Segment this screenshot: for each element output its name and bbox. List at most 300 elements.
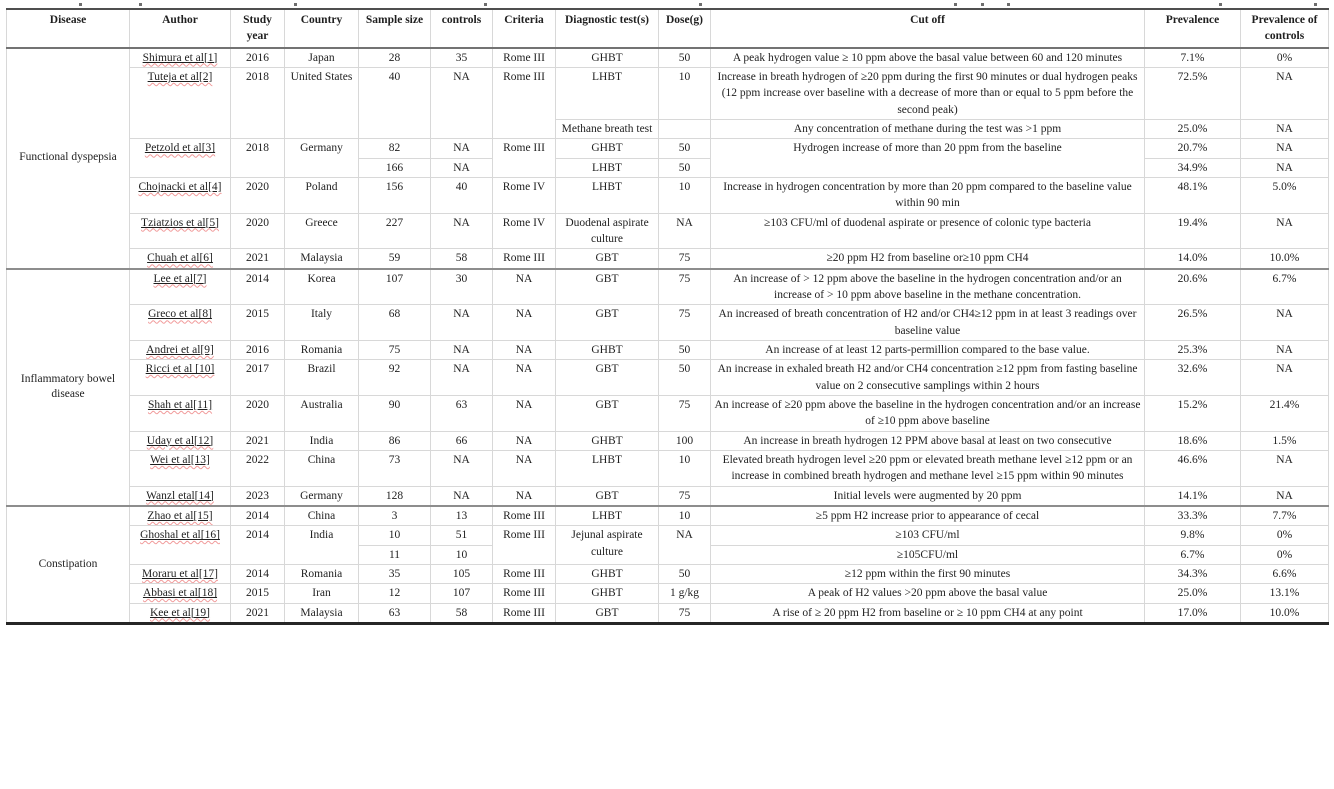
prevalence_of_controls-cell: 6.7% <box>1241 269 1329 305</box>
prevalence_of_controls-cell: 0% <box>1241 48 1329 68</box>
header-controls: controls <box>431 9 493 48</box>
author-cell <box>130 305 231 341</box>
dose_g-cell: 10 <box>659 67 711 119</box>
author-citation-link[interactable] <box>147 510 212 522</box>
diagnostic_tests-cell: GBT <box>556 360 659 396</box>
author-citation-link[interactable] <box>146 344 214 356</box>
study_year-cell: 2018 <box>231 139 285 178</box>
diagnostic_tests-cell: GBT <box>556 249 659 269</box>
controls-cell: 58 <box>431 249 493 269</box>
header-sample_size: Sample size <box>359 9 431 48</box>
criteria-cell: Rome III <box>493 48 556 68</box>
author-cell <box>130 603 231 623</box>
criteria-cell: NA <box>493 305 556 341</box>
country-cell: Greece <box>285 213 359 249</box>
prevalence_of_controls-cell: 6.6% <box>1241 564 1329 583</box>
study-row <box>7 249 1329 269</box>
author-citation-link[interactable] <box>145 142 215 154</box>
cut_off-cell: Hydrogen increase of more than 20 ppm from the baseline <box>711 139 1145 178</box>
author-cell <box>130 269 231 305</box>
dose_g-cell: 1 g/kg <box>659 584 711 603</box>
diagnostic_tests-cell: GBT <box>556 603 659 623</box>
criteria-cell: NA <box>493 269 556 305</box>
cut_off-cell: ≥5 ppm H2 increase prior to appearance of cecal <box>711 506 1145 526</box>
prevalence_of_controls-cell: 0% <box>1241 545 1329 564</box>
author-citation-link[interactable] <box>148 308 212 320</box>
sample_size-cell: 82 <box>359 139 431 158</box>
prevalence-cell: 7.1% <box>1145 48 1241 68</box>
criteria-cell: NA <box>493 486 556 506</box>
prevalence_of_controls-cell: 7.7% <box>1241 506 1329 526</box>
sample_size-cell: 35 <box>359 564 431 583</box>
diagnostic_tests-cell: GHBT <box>556 340 659 359</box>
author-citation-link[interactable] <box>148 71 213 83</box>
sample_size-cell: 63 <box>359 603 431 623</box>
sample_size-cell: 156 <box>359 177 431 213</box>
diagnostic_tests-cell: Methane breath test <box>556 119 659 138</box>
country-cell: Malaysia <box>285 603 359 623</box>
diagnostic_tests-cell: Jejunal aspirate culture <box>556 526 659 565</box>
prevalence-cell: 18.6% <box>1145 431 1241 450</box>
header-diagnostic_tests: Diagnostic test(s) <box>556 9 659 48</box>
sample_size-cell: 40 <box>359 67 431 138</box>
header-row <box>7 9 1329 48</box>
diagnostic_tests-cell: GBT <box>556 305 659 341</box>
prevalence-cell: 33.3% <box>1145 506 1241 526</box>
dose_g-cell: 10 <box>659 450 711 486</box>
prevalence_of_controls-cell: NA <box>1241 450 1329 486</box>
criteria-cell: NA <box>493 431 556 450</box>
dose_g-cell: 75 <box>659 395 711 431</box>
author-text: Chojnacki et al[4] <box>138 180 222 193</box>
controls-cell: 30 <box>431 269 493 305</box>
dose_g-cell: 75 <box>659 486 711 506</box>
sample_size-cell: 28 <box>359 48 431 68</box>
country-cell: Poland <box>285 177 359 213</box>
controls-cell: 51 <box>431 526 493 545</box>
header-prevalence: Prevalence <box>1145 9 1241 48</box>
author-text: Shah et al[11] <box>147 398 213 411</box>
prevalence-cell: 15.2% <box>1145 395 1241 431</box>
cut_off-cell: ≥105CFU/ml <box>711 545 1145 564</box>
criteria-cell: NA <box>493 340 556 359</box>
study_year-cell: 2016 <box>231 340 285 359</box>
sample_size-cell: 166 <box>359 158 431 177</box>
author-text: Uday et al[12] <box>146 434 214 447</box>
prevalence_of_controls-cell: NA <box>1241 139 1329 158</box>
author-text: Tuteja et al[2] <box>147 70 213 83</box>
diagnostic_tests-cell: GBT <box>556 395 659 431</box>
cut_off-cell: A peak hydrogen value ≥ 10 ppm above the basal value between 60 and 120 minutes <box>711 48 1145 68</box>
study-row <box>7 486 1329 506</box>
sample_size-cell: 128 <box>359 486 431 506</box>
author-citation-link[interactable] <box>147 435 213 447</box>
author-cell <box>130 506 231 526</box>
prevalence_of_controls-cell: 13.1% <box>1241 584 1329 603</box>
dose_g-cell: 50 <box>659 158 711 177</box>
study-row <box>7 340 1329 359</box>
prevalence-cell: 32.6% <box>1145 360 1241 396</box>
study_year-cell: 2022 <box>231 450 285 486</box>
disease-cell: Constipation <box>7 506 130 623</box>
prevalence-cell: 20.7% <box>1145 139 1241 158</box>
study_year-cell: 2014 <box>231 526 285 565</box>
cut_off-cell: A rise of ≥ 20 ppm H2 from baseline or ≥ 10 ppm CH4 at any point <box>711 603 1145 623</box>
header-author: Author <box>130 9 231 48</box>
cut_off-cell: An increase of > 12 ppm above the baseline in the hydrogen concentration and/or an increase of > 10 ppm above baseline in the methane concentration. <box>711 269 1145 305</box>
dose_g-cell: 75 <box>659 305 711 341</box>
study_year-cell: 2014 <box>231 506 285 526</box>
study-row <box>7 269 1329 305</box>
diagnostic_tests-cell: GBT <box>556 269 659 305</box>
author-cell <box>130 564 231 583</box>
author-citation-link[interactable] <box>143 52 218 64</box>
study_year-cell: 2021 <box>231 603 285 623</box>
author-text: Andrei et al[9] <box>146 343 214 356</box>
cut_off-cell: Any concentration of methane during the test was >1 ppm <box>711 119 1145 138</box>
sample_size-cell: 90 <box>359 395 431 431</box>
cut_off-cell: Initial levels were augmented by 20 ppm <box>711 486 1145 506</box>
study-row <box>7 67 1329 119</box>
study_year-cell: 2015 <box>231 305 285 341</box>
sample_size-cell: 12 <box>359 584 431 603</box>
author-cell <box>130 213 231 249</box>
author-text: Lee et al[7] <box>153 272 207 285</box>
sample_size-cell: 227 <box>359 213 431 249</box>
author-cell <box>130 177 231 213</box>
dose_g-cell: 50 <box>659 564 711 583</box>
criteria-cell: Rome III <box>493 139 556 178</box>
prevalence-cell: 9.8% <box>1145 526 1241 545</box>
country-cell: India <box>285 431 359 450</box>
study-row <box>7 506 1329 526</box>
header-disease: Disease <box>7 9 130 48</box>
controls-cell: NA <box>431 158 493 177</box>
prevalence-cell: 25.3% <box>1145 340 1241 359</box>
diagnostic_tests-cell: LHBT <box>556 506 659 526</box>
criteria-cell: Rome III <box>493 67 556 138</box>
study-row <box>7 48 1329 68</box>
cut_off-cell: An increased of breath concentration of H2 and/or CH4≥12 ppm in at least 3 readings over baseline value <box>711 305 1145 341</box>
author-cell <box>130 360 231 396</box>
controls-cell: 10 <box>431 545 493 564</box>
dose_g-cell: 100 <box>659 431 711 450</box>
disease-cell: Functional dyspepsia <box>7 48 130 269</box>
author-citation-link[interactable] <box>146 490 214 502</box>
prevalence-cell: 72.5% <box>1145 67 1241 119</box>
criteria-cell: Rome III <box>493 526 556 565</box>
author-cell <box>130 249 231 269</box>
prevalence-cell: 25.0% <box>1145 584 1241 603</box>
cut_off-cell: ≥20 ppm H2 from baseline or≥10 ppm CH4 <box>711 249 1145 269</box>
criteria-cell: NA <box>493 450 556 486</box>
study_year-cell: 2020 <box>231 213 285 249</box>
criteria-cell: Rome III <box>493 506 556 526</box>
cut_off-cell: An increase in exhaled breath H2 and/or CH4 concentration ≥12 ppm from fasting baseline value on 2 consecutive samplings within 2 hours <box>711 360 1145 396</box>
author-text: Ricci et al [10] <box>145 363 215 376</box>
dose_g-cell: 50 <box>659 340 711 359</box>
diagnostic_tests-cell: GHBT <box>556 584 659 603</box>
country-cell: Germany <box>285 139 359 178</box>
study-row <box>7 603 1329 623</box>
controls-cell: NA <box>431 450 493 486</box>
disease-group <box>7 269 1329 506</box>
country-cell: Japan <box>285 48 359 68</box>
disease-group <box>7 48 1329 269</box>
sample_size-cell: 92 <box>359 360 431 396</box>
dose_g-cell: 10 <box>659 177 711 213</box>
prevalence_of_controls-cell: 0% <box>1241 526 1329 545</box>
country-cell: United States <box>285 67 359 138</box>
dose_g-cell: 75 <box>659 603 711 623</box>
criteria-cell: NA <box>493 395 556 431</box>
header-criteria: Criteria <box>493 9 556 48</box>
controls-cell: NA <box>431 486 493 506</box>
cut_off-cell: An increase in breath hydrogen 12 PPM above basal at least on two consecutive <box>711 431 1145 450</box>
diagnostic_tests-cell: GBT <box>556 486 659 506</box>
author-citation-link[interactable] <box>138 181 221 193</box>
study-row <box>7 213 1329 249</box>
prevalence-cell: 34.9% <box>1145 158 1241 177</box>
study-row <box>7 360 1329 396</box>
diagnostic_tests-cell: GHBT <box>556 139 659 158</box>
cut_off-cell: ≥103 CFU/ml of duodenal aspirate or presence of colonic type bacteria <box>711 213 1145 249</box>
controls-cell: 107 <box>431 584 493 603</box>
author-citation-link[interactable] <box>154 273 207 285</box>
author-citation-link[interactable] <box>141 217 219 229</box>
controls-cell: NA <box>431 305 493 341</box>
author-citation-link[interactable] <box>150 454 210 466</box>
prevalence_of_controls-cell: NA <box>1241 305 1329 341</box>
study-row <box>7 395 1329 431</box>
header-prevalence_of_controls: Prevalence of controls <box>1241 9 1329 48</box>
prevalence_of_controls-cell: 5.0% <box>1241 177 1329 213</box>
study-row <box>7 584 1329 603</box>
sample_size-cell: 10 <box>359 526 431 545</box>
dose_g-cell: 75 <box>659 249 711 269</box>
dose_g-cell: 75 <box>659 269 711 305</box>
study_year-cell: 2021 <box>231 431 285 450</box>
sample_size-cell: 86 <box>359 431 431 450</box>
author-text: Tziatzios et al[5] <box>141 216 219 229</box>
diagnostic_tests-cell: GHBT <box>556 564 659 583</box>
prevalence-cell: 6.7% <box>1145 545 1241 564</box>
study_year-cell: 2014 <box>231 564 285 583</box>
sample_size-cell: 68 <box>359 305 431 341</box>
prevalence_of_controls-cell: NA <box>1241 119 1329 138</box>
author-text: Moraru et al[17] <box>142 567 218 580</box>
dose_g-cell: 50 <box>659 48 711 68</box>
prevalence_of_controls-cell: 1.5% <box>1241 431 1329 450</box>
criteria-cell: Rome III <box>493 564 556 583</box>
cut_off-cell: An increase of at least 12 parts-permillion compared to the base value. <box>711 340 1145 359</box>
study-row <box>7 177 1329 213</box>
study-row <box>7 305 1329 341</box>
prevalence-cell: 34.3% <box>1145 564 1241 583</box>
author-cell <box>130 340 231 359</box>
cut_off-cell: ≥103 CFU/ml <box>711 526 1145 545</box>
diagnostic_tests-cell: LHBT <box>556 158 659 177</box>
author-citation-link[interactable] <box>147 252 213 264</box>
criteria-cell: Rome IV <box>493 213 556 249</box>
prevalence_of_controls-cell: NA <box>1241 213 1329 249</box>
cut_off-cell: Increase in hydrogen concentration by more than 20 ppm compared to the baseline value within 90 min <box>711 177 1145 213</box>
table-header <box>7 9 1329 48</box>
country-cell: Romania <box>285 340 359 359</box>
study_year-cell: 2020 <box>231 395 285 431</box>
diagnostic_tests-cell: LHBT <box>556 450 659 486</box>
controls-cell: 58 <box>431 603 493 623</box>
study-row <box>7 139 1329 158</box>
country-cell: Malaysia <box>285 249 359 269</box>
author-text: Greco et al[8] <box>148 308 212 321</box>
author-cell <box>130 139 231 178</box>
study-row <box>7 526 1329 545</box>
study-row <box>7 450 1329 486</box>
prevalence_of_controls-cell: NA <box>1241 360 1329 396</box>
country-cell: Italy <box>285 305 359 341</box>
diagnostic_tests-cell: LHBT <box>556 177 659 213</box>
author-citation-link[interactable] <box>143 587 217 599</box>
cut_off-cell: An increase of ≥20 ppm above the baseline in the hydrogen concentration and/or an increase of ≥10 ppm above baseline <box>711 395 1145 431</box>
header-dose_g: Dose(g) <box>659 9 711 48</box>
header-cut_off: Cut off <box>711 9 1145 48</box>
criteria-cell: Rome III <box>493 249 556 269</box>
cut_off-cell: A peak of H2 values >20 ppm above the basal value <box>711 584 1145 603</box>
author-text: Chuah et al[6] <box>147 252 213 265</box>
controls-cell: NA <box>431 67 493 138</box>
study_year-cell: 2015 <box>231 584 285 603</box>
author-cell <box>130 67 231 138</box>
criteria-cell: Rome III <box>493 584 556 603</box>
prevalence_of_controls-cell: 10.0% <box>1241 249 1329 269</box>
country-cell: Iran <box>285 584 359 603</box>
country-cell: Romania <box>285 564 359 583</box>
author-cell <box>130 450 231 486</box>
sample_size-cell: 59 <box>359 249 431 269</box>
study-row <box>7 564 1329 583</box>
study_year-cell: 2016 <box>231 48 285 68</box>
author-cell <box>130 395 231 431</box>
dose_g-cell: 50 <box>659 360 711 396</box>
author-cell <box>130 526 231 565</box>
cut_off-cell: Elevated breath hydrogen level ≥20 ppm or elevated breath methane level ≥12 ppm or an increase in combined breath hydrogen and methane level ≥15 ppm within 90 minutes <box>711 450 1145 486</box>
disease-group <box>7 506 1329 623</box>
study_year-cell: 2023 <box>231 486 285 506</box>
prevalence_of_controls-cell: NA <box>1241 486 1329 506</box>
prevalence_of_controls-cell: 21.4% <box>1241 395 1329 431</box>
country-cell: Korea <box>285 269 359 305</box>
author-cell <box>130 584 231 603</box>
controls-cell: 40 <box>431 177 493 213</box>
country-cell: India <box>285 526 359 565</box>
author-text: Petzold et al[3] <box>144 142 216 155</box>
controls-cell: NA <box>431 139 493 158</box>
author-text: Ghoshal et al[16] <box>140 529 220 542</box>
author-text: Wanzl etal[14] <box>146 489 214 502</box>
diagnostic_tests-cell: GHBT <box>556 431 659 450</box>
prevalence_of_controls-cell: NA <box>1241 158 1329 177</box>
author-citation-link[interactable] <box>140 529 220 541</box>
country-cell: China <box>285 450 359 486</box>
cut_off-cell: ≥12 ppm within the first 90 minutes <box>711 564 1145 583</box>
studies-table <box>6 8 1329 625</box>
study-row <box>7 431 1329 450</box>
dose_g-cell: 50 <box>659 139 711 158</box>
clipped-text-fragments <box>4 0 1330 8</box>
prevalence-cell: 19.4% <box>1145 213 1241 249</box>
sample_size-cell: 107 <box>359 269 431 305</box>
study_year-cell: 2014 <box>231 269 285 305</box>
prevalence-cell: 14.1% <box>1145 486 1241 506</box>
sample_size-cell: 73 <box>359 450 431 486</box>
author-text: Shimura et al[1] <box>142 51 218 64</box>
study_year-cell: 2021 <box>231 249 285 269</box>
controls-cell: 63 <box>431 395 493 431</box>
prevalence-cell: 26.5% <box>1145 305 1241 341</box>
author-text: Zhao et al[15] <box>147 509 213 522</box>
dose_g-cell: NA <box>659 526 711 565</box>
dose_g-cell: NA <box>659 213 711 249</box>
sample_size-cell: 3 <box>359 506 431 526</box>
prevalence-cell: 17.0% <box>1145 603 1241 623</box>
country-cell: Australia <box>285 395 359 431</box>
diagnostic_tests-cell: Duodenal aspirate culture <box>556 213 659 249</box>
prevalence_of_controls-cell: NA <box>1241 340 1329 359</box>
controls-cell: 13 <box>431 506 493 526</box>
criteria-cell: NA <box>493 360 556 396</box>
study_year-cell: 2018 <box>231 67 285 138</box>
controls-cell: 35 <box>431 48 493 68</box>
dose_g-cell <box>659 119 711 138</box>
author-cell <box>130 48 231 68</box>
study_year-cell: 2017 <box>231 360 285 396</box>
author-citation-link[interactable] <box>146 363 215 375</box>
diagnostic_tests-cell: LHBT <box>556 67 659 119</box>
country-cell: China <box>285 506 359 526</box>
study_year-cell: 2020 <box>231 177 285 213</box>
author-cell <box>130 431 231 450</box>
author-citation-link[interactable] <box>150 607 210 619</box>
author-citation-link[interactable] <box>148 399 212 411</box>
prevalence-cell: 20.6% <box>1145 269 1241 305</box>
controls-cell: 105 <box>431 564 493 583</box>
prevalence-cell: 25.0% <box>1145 119 1241 138</box>
sample_size-cell: 11 <box>359 545 431 564</box>
header-country: Country <box>285 9 359 48</box>
author-text: Wei et al[13] <box>150 453 210 466</box>
criteria-cell: Rome IV <box>493 177 556 213</box>
country-cell: Germany <box>285 486 359 506</box>
prevalence_of_controls-cell: 10.0% <box>1241 603 1329 623</box>
author-text: Abbasi et al[18] <box>142 587 218 600</box>
criteria-cell: Rome III <box>493 603 556 623</box>
author-cell <box>130 486 231 506</box>
author-citation-link[interactable] <box>142 568 218 580</box>
controls-cell: NA <box>431 213 493 249</box>
prevalence-cell: 14.0% <box>1145 249 1241 269</box>
author-text: Kee et al[19] <box>149 606 211 619</box>
prevalence-cell: 48.1% <box>1145 177 1241 213</box>
prevalence_of_controls-cell: NA <box>1241 67 1329 119</box>
controls-cell: NA <box>431 360 493 396</box>
cut_off-cell: Increase in breath hydrogen of ≥20 ppm during the first 90 minutes or dual hydrogen peaks (12 ppm increase over baseline with a decrease of more than or equal to 5 ppm before the second peak) <box>711 67 1145 119</box>
country-cell: Brazil <box>285 360 359 396</box>
disease-cell: Inflammatory bowel disease <box>7 269 130 506</box>
controls-cell: NA <box>431 340 493 359</box>
diagnostic_tests-cell: GHBT <box>556 48 659 68</box>
controls-cell: 66 <box>431 431 493 450</box>
